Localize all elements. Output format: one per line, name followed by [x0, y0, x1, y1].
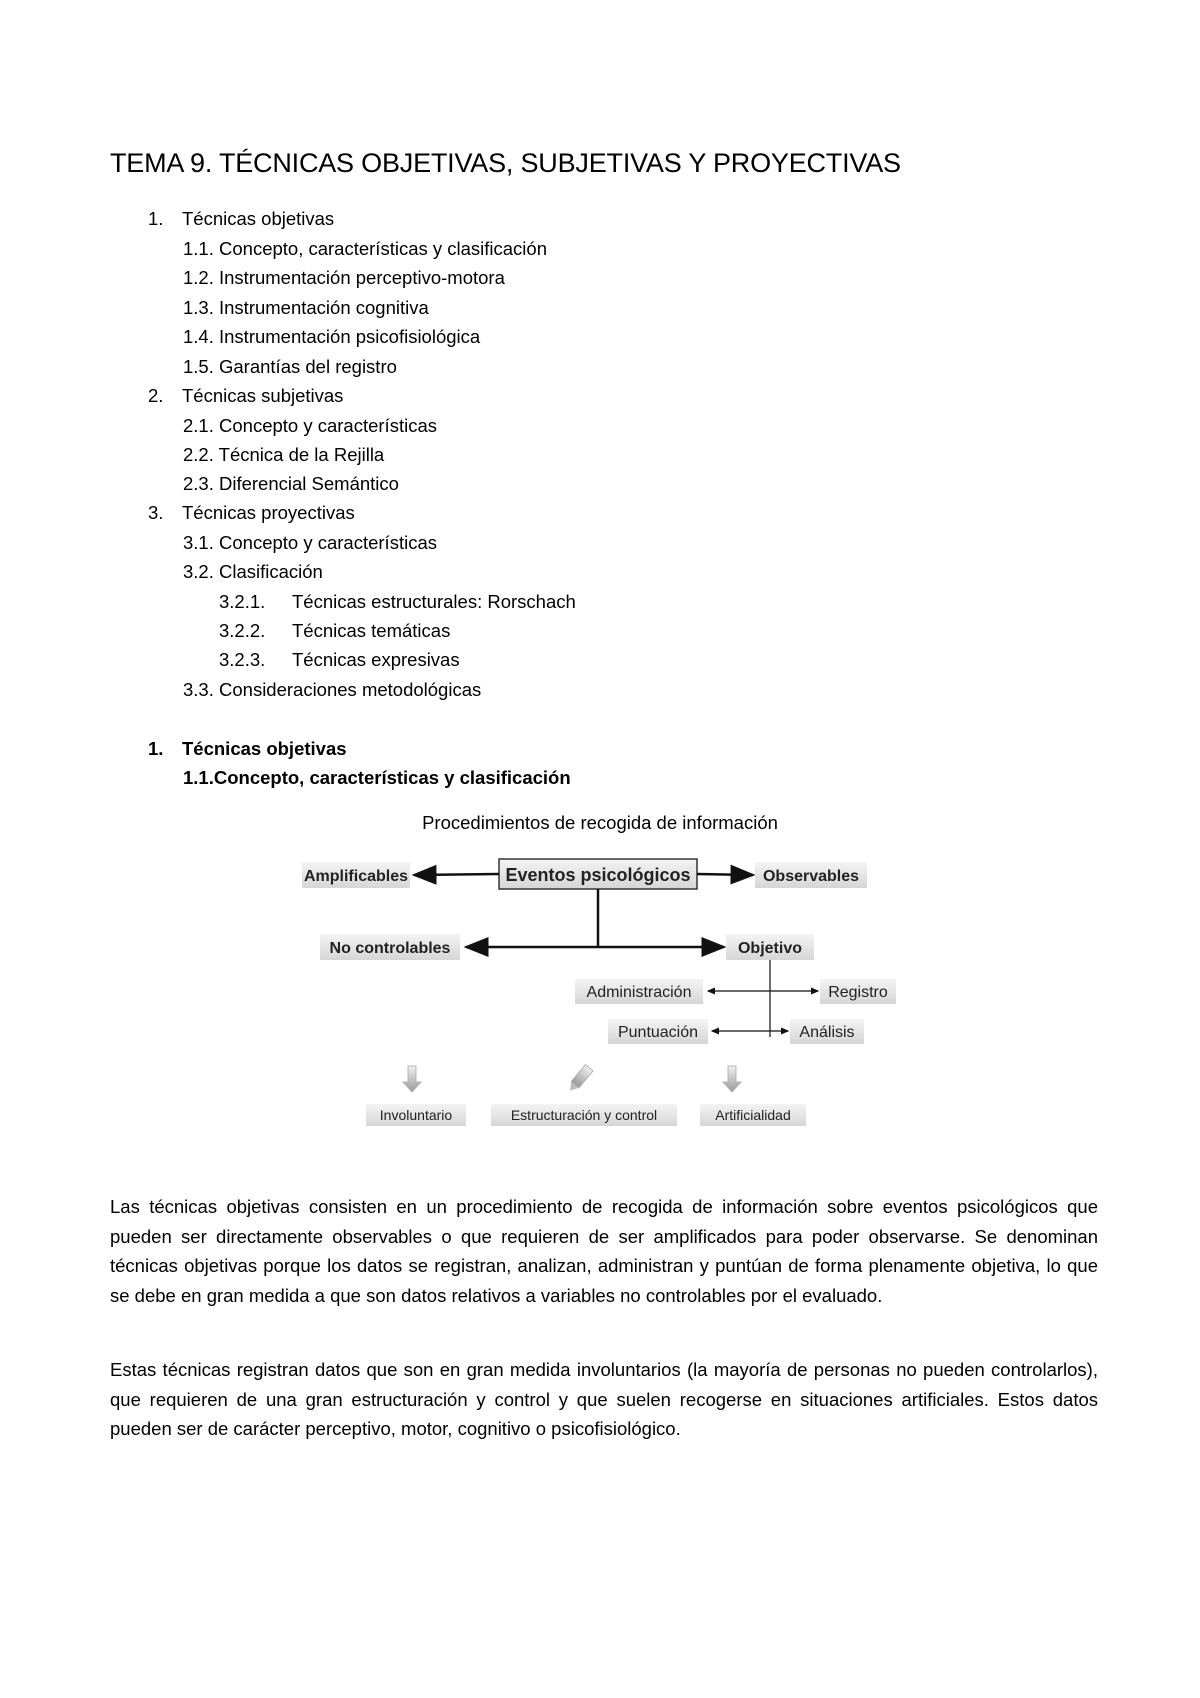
toc-text: Técnica de la Rejilla [218, 444, 385, 465]
toc-text: Concepto y características [219, 532, 437, 553]
toc-number: 3.2.1. [219, 591, 266, 612]
administracion-label: Administración [586, 984, 692, 1001]
toc-item [148, 502, 355, 524]
subsection-heading [183, 767, 571, 789]
toc-text: Instrumentación psicofisiológica [219, 326, 481, 347]
analisis-node [790, 1019, 864, 1044]
center-node [499, 859, 697, 889]
toc-text: Clasificación [219, 561, 323, 582]
toc-number: 1.1. [183, 238, 214, 259]
toc-item [148, 385, 343, 407]
toc-item [183, 532, 437, 554]
toc-number: 1.3. [183, 297, 214, 318]
toc-item [219, 649, 460, 671]
section-heading [148, 738, 347, 760]
registro-label: Registro [828, 984, 888, 1001]
registro-node [820, 979, 896, 1004]
toc-text: Concepto y características [219, 415, 437, 436]
artificialidad-node [700, 1104, 806, 1126]
toc-text: Técnicas estructurales: Rorschach [292, 591, 576, 612]
subsection-number: 1.1. [183, 767, 214, 788]
toc-item [219, 620, 450, 642]
paragraph: Las técnicas objetivas consisten en un procedimiento de recogida de información sobre eventos psicológicos que pueden ser directamente observables o que requieren de ser amplificados para poder observarse. Se denominan técnicas objetivas porque los datos se registran, analizan, administran y puntúan de forma plenamente objetiva, lo que se debe en gran medida a que son datos relativos a variables no controlables por el evaluado. [110, 1196, 1098, 1306]
amplificables-label: Amplificables [303, 868, 409, 885]
toc-number: 2.2. [183, 444, 214, 465]
analisis-label: Análisis [799, 1024, 855, 1041]
estructuracion-label: Estructuración y control [510, 1107, 658, 1123]
toc-text: Diferencial Semántico [219, 473, 399, 494]
arrow-to-amplificables [414, 874, 499, 875]
toc-item [219, 591, 576, 613]
puntuacion-node [608, 1019, 708, 1044]
toc-number: 1.4. [183, 326, 214, 347]
pencil-icon [566, 1065, 593, 1094]
estructuracion-node [491, 1104, 677, 1126]
amplificables-node [302, 862, 410, 888]
toc-text: Técnicas proyectivas [182, 502, 355, 523]
procedures-diagram [290, 842, 910, 1132]
toc-text: Instrumentación cognitiva [219, 297, 429, 318]
toc-item [183, 415, 437, 437]
diagram-caption: Procedimientos de recogida de información [422, 812, 778, 833]
toc-number: 3.2.3. [219, 649, 266, 670]
center-node-label: Eventos psicológicos [505, 865, 691, 885]
toc-text: Instrumentación perceptivo-motora [219, 267, 505, 288]
toc-text: Técnicas objetivas [182, 208, 335, 229]
paragraph: Estas técnicas registran datos que son en gran medida involuntarios (la mayoría de personas no pueden controlarlos), que requieren de una gran estructuración y control y que suelen recogerse en situaciones artificiales. Estos datos pueden ser de carácter perceptivo, motor, cognitivo o psicofisiológico. [110, 1359, 1098, 1440]
toc-text: Garantías del registro [219, 356, 397, 377]
toc-number: 3.2. [183, 561, 214, 582]
toc-number: 2. [148, 385, 164, 406]
section-number: 1. [148, 738, 164, 759]
toc-item [183, 326, 480, 348]
toc-text: Técnicas expresivas [292, 649, 460, 670]
involuntario-label: Involuntario [379, 1107, 453, 1123]
observables-label: Observables [762, 868, 860, 885]
objetivo-label: Objetivo [737, 940, 803, 957]
toc-item [183, 679, 481, 701]
down-arrow-icon [403, 1066, 421, 1092]
toc-text: Consideraciones metodológicas [219, 679, 482, 700]
artificialidad-label: Artificialidad [715, 1107, 791, 1123]
toc-item [183, 267, 505, 289]
objetivo-node [726, 934, 814, 960]
arrow-to-observables [697, 874, 753, 875]
toc-item [183, 297, 429, 319]
section-heading-text: Técnicas objetivas [182, 738, 347, 759]
toc-number: 2.1. [183, 415, 214, 436]
toc-text: Concepto, características y clasificación [219, 238, 547, 259]
toc-number: 1. [148, 208, 164, 229]
toc-item [183, 356, 397, 378]
toc-item [183, 561, 323, 583]
subsection-heading-text: Concepto, características y clasificación [213, 767, 571, 788]
toc-item [183, 444, 384, 466]
page-title: TEMA 9. TÉCNICAS OBJETIVAS, SUBJETIVAS Y PROYECTIVAS [110, 148, 901, 178]
toc-number: 3. [148, 502, 164, 523]
toc-number: 2.3. [183, 473, 214, 494]
observables-node [755, 862, 867, 888]
toc-number: 3.1. [183, 532, 214, 553]
puntuacion-label: Puntuación [617, 1024, 699, 1041]
toc-text: Técnicas subjetivas [182, 385, 344, 406]
toc-item [183, 238, 547, 260]
toc-number: 1.2. [183, 267, 214, 288]
toc-number: 3.2.2. [219, 620, 266, 641]
administracion-node [575, 979, 703, 1004]
no-controlables-label: No controlables [329, 940, 451, 957]
toc-item [148, 208, 334, 230]
toc-number: 3.3. [183, 679, 214, 700]
toc-number: 1.5. [183, 356, 214, 377]
toc-text: Técnicas temáticas [292, 620, 451, 641]
toc-item [183, 473, 399, 495]
no-controlables-node [320, 934, 460, 960]
involuntario-node [366, 1104, 466, 1126]
down-arrow-icon [723, 1066, 741, 1092]
